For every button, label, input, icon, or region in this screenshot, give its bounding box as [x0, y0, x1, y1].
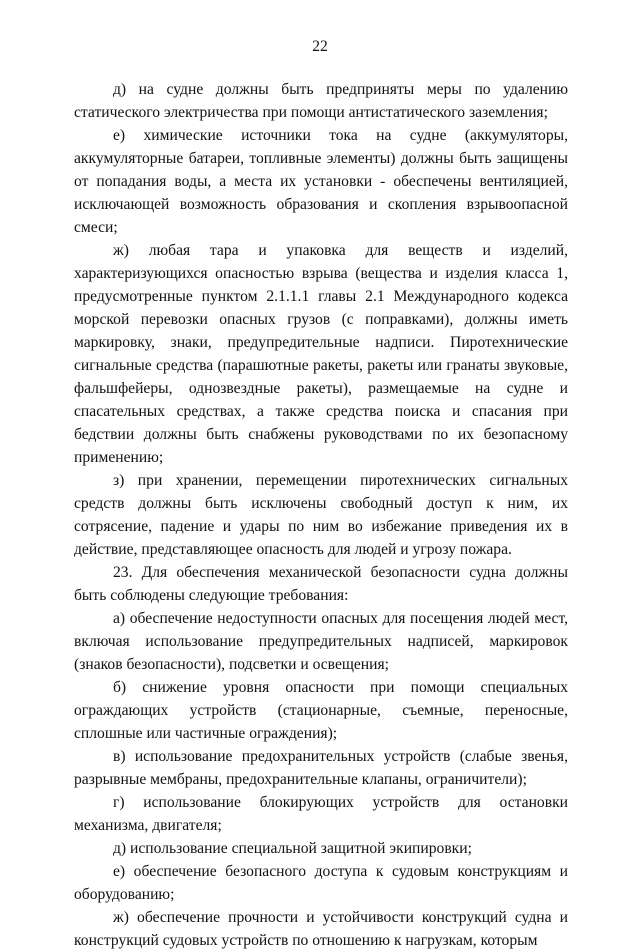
paragraph-v-safety-devices: в) использование предохранительных устройств (слабые звенья, разрывные мембраны, предохранительные клапаны, ограничители);	[74, 748, 568, 788]
paragraph-d-static-electricity: д) на судне должны быть предприняты меры по удалению статического электричества при помощи антистатического заземления;	[74, 81, 568, 121]
paragraph-g-blocking-devices: г) использование блокирующих устройств для остановки механизма, двигателя;	[74, 794, 568, 834]
paragraph-z-pyrotechnic-storage: з) при хранении, перемещении пиротехнических сигнальных средств должны быть исключены свободный доступ к ним, их сотрясение, падение и удары по ним во избежание приведения их в действие, представляющее опасность для людей и угрозу пожара.	[74, 472, 568, 558]
paragraph-e-chemical-power-sources: е) химические источники тока на судне (аккумуляторы, аккумуляторные батареи, топливные элементы) должны быть защищены от попадания воды, а места их установки - обеспечены вентиляцией, исключающей возможность образования и скопления взрывоопасной смеси;	[74, 127, 568, 236]
paragraph-b-guarding-devices: б) снижение уровня опасности при помощи специальных ограждающих устройств (стационарные, съемные, переносные, сплошные или частичные ограждения);	[74, 679, 568, 742]
page-number: 22	[312, 38, 328, 55]
document-body	[74, 78, 568, 952]
paragraph-d-protective-equipment: д) использование специальной защитной экипировки;	[113, 840, 472, 857]
paragraph-e-safe-access: е) обеспечение безопасного доступа к судовым конструкциям и оборудованию;	[74, 863, 568, 903]
paragraph-23-mechanical-safety: 23. Для обеспечения механической безопасности судна должны быть соблюдены следующие требования:	[74, 564, 568, 604]
paragraph-zh-explosive-packaging: ж) любая тара и упаковка для веществ и изделий, характеризующихся опасностью взрыва (вещества и изделия класса 1, предусмотренные пунктом 2.1.1.1 главы 2.1 Международного кодекса морской перевозки опасных грузов (с поправками), должны иметь маркировку, знаки, предупредительные надписи. Пиротехнические сигнальные средства (парашютные ракеты, ракеты или гранаты звуковые, фальшфейеры, однозвездные ракеты), размещаемые на судне и спасательных средствах, а также средства поиска и спасания при бедствии должны быть снабжены руководствами по их безопасному применению;	[74, 242, 568, 466]
paragraph-a-inaccessibility: а) обеспечение недоступности опасных для посещения людей мест, включая использование предупредительных надписей, маркировок (знаков безопасности), подсветки и освещения;	[74, 610, 568, 673]
paragraph-zh-structural-strength: ж) обеспечение прочности и устойчивости конструкций судна и конструкций судовых устройств по отношению к нагрузкам, которым	[74, 909, 568, 949]
